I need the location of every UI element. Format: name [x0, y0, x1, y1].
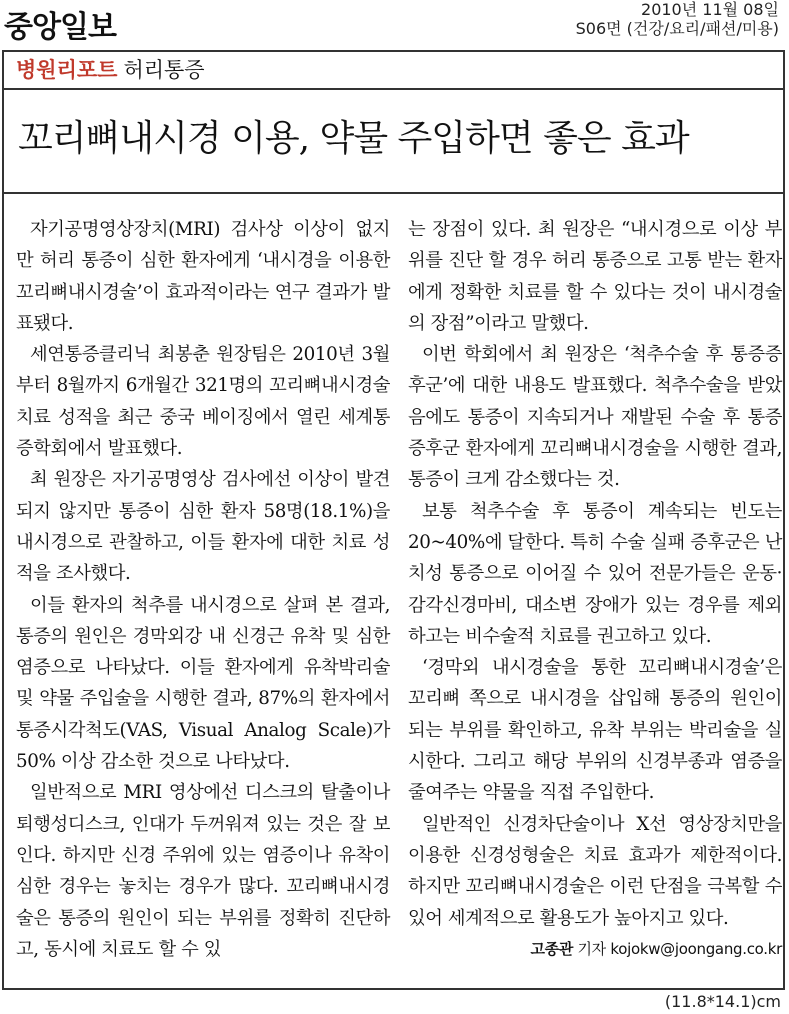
article-paragraph: 이번 학회에서 최 원장은 ‘척추수술 후 통증증후군’에 대한 내용도 발표했다. 척추수술을 받았음에도 통증이 지속되거나 재발된 수술 후 통증 증후군 환자에게 꼬리뼈내시경술을 시행한 결과, 통증이 크게 감소했다는 것.	[408, 344, 782, 491]
article-frame	[2, 50, 785, 990]
section-bar	[4, 52, 783, 90]
page-section: S06면 (건강/요리/패션/미용)	[575, 19, 779, 38]
article-paragraph: 자기공명영상장치(MRI) 검사상 이상이 없지만 허리 통증이 심한 환자에게 ‘내시경을 이용한 꼬리뼈내시경술’이 효과적이라는 연구 결과가 발표됐다.	[16, 219, 390, 334]
headline: 꼬리뼈내시경 이용, 약물 주입하면 좋은 효과	[18, 118, 689, 159]
article-column-left	[16, 214, 390, 965]
reporter-name: 고종관	[530, 939, 574, 958]
article-paragraph: 이들 환자의 척추를 내시경으로 살펴 본 결과, 통증의 원인은 경막외강 내 신경근 유착 및 심한 염증으로 나타났다. 이들 환자에게 유착박리술 및 약물 주입술을 시행한 결과, 87%의 환자에서 통증시각척도(VAS, Visual Analog Scale)가 50% 이상 감소한 것으로 나타났다.	[16, 594, 390, 773]
newspaper-logo: 중앙일보	[4, 10, 116, 45]
section-topic: 허리통증	[123, 58, 205, 82]
masthead	[0, 0, 789, 50]
section-label: 병원리포트	[16, 58, 118, 82]
publication-meta	[576, 0, 779, 38]
byline	[408, 934, 782, 964]
reporter-email: kojokw@joongang.co.kr	[610, 939, 782, 958]
divider	[4, 192, 783, 194]
reporter-role: 기자	[577, 939, 606, 958]
article-column-right	[408, 214, 782, 964]
article-size-note: (11.8*14.1)cm	[664, 992, 781, 1011]
publication-date: 2010년 11월 08일	[641, 0, 779, 19]
article-paragraph: ‘경막외 내시경술을 통한 꼬리뼈내시경술’은 꼬리뼈 쪽으로 내시경을 삽입해 통증의 원인이 되는 부위를 확인하고, 유착 부위는 박리술을 실시한다. 그리고 해당 부위의 신경부종과 염증을 줄여주는 약물을 직접 주입한다.	[408, 657, 782, 804]
article-paragraph: 최 원장은 자기공명영상 검사에선 이상이 발견되지 않지만 통증이 심한 환자 58명(18.1%)을 내시경으로 관찰하고, 이들 환자에 대한 치료 성적을 조사했다.	[16, 469, 390, 585]
article-paragraph-continued: 는 장점이 있다. 최 원장은 “내시경으로 이상 부위를 진단 할 경우 허리 통증으로 고통 받는 환자에게 정확한 치료를 할 수 있다는 것이 내시경술의 장점”이라고 말했다.	[408, 219, 782, 334]
article-paragraph: 일반적으로 MRI 영상에선 디스크의 탈출이나 퇴행성디스크, 인대가 두꺼워져 있는 것은 잘 보인다. 하지만 신경 주위에 있는 염증이나 유착이 심한 경우는 놓치는 경우가 많다. 꼬리뼈내시경술은 통증의 원인이 되는 부위를 정확히 진단하고, 동시에 치료도 할 수 있	[16, 782, 390, 960]
article-paragraph: 보통 척추수술 후 통증이 계속되는 빈도는 20~40%에 달한다. 특히 수술 실패 증후군은 난치성 통증으로 이어질 수 있어 전문가들은 운동·감각신경마비, 대소변 장애가 있는 경우를 제외하고는 비수술적 치료를 권고하고 있다.	[408, 500, 782, 647]
article-paragraph: 일반적인 신경차단술이나 X선 영상장치만을 이용한 신경성형술은 치료 효과가 제한적이다. 하지만 꼬리뼈내시경술은 이런 단점을 극복할 수 있어 세계적으로 활용도가 높아지고 있다.	[408, 813, 782, 929]
article-paragraph: 세연통증클리닉 최봉춘 원장팀은 2010년 3월부터 8월까지 6개월간 321명의 꼬리뼈내시경술 치료 성적을 최근 중국 베이징에서 열린 세계통증학회에서 발표했다.	[16, 344, 390, 460]
